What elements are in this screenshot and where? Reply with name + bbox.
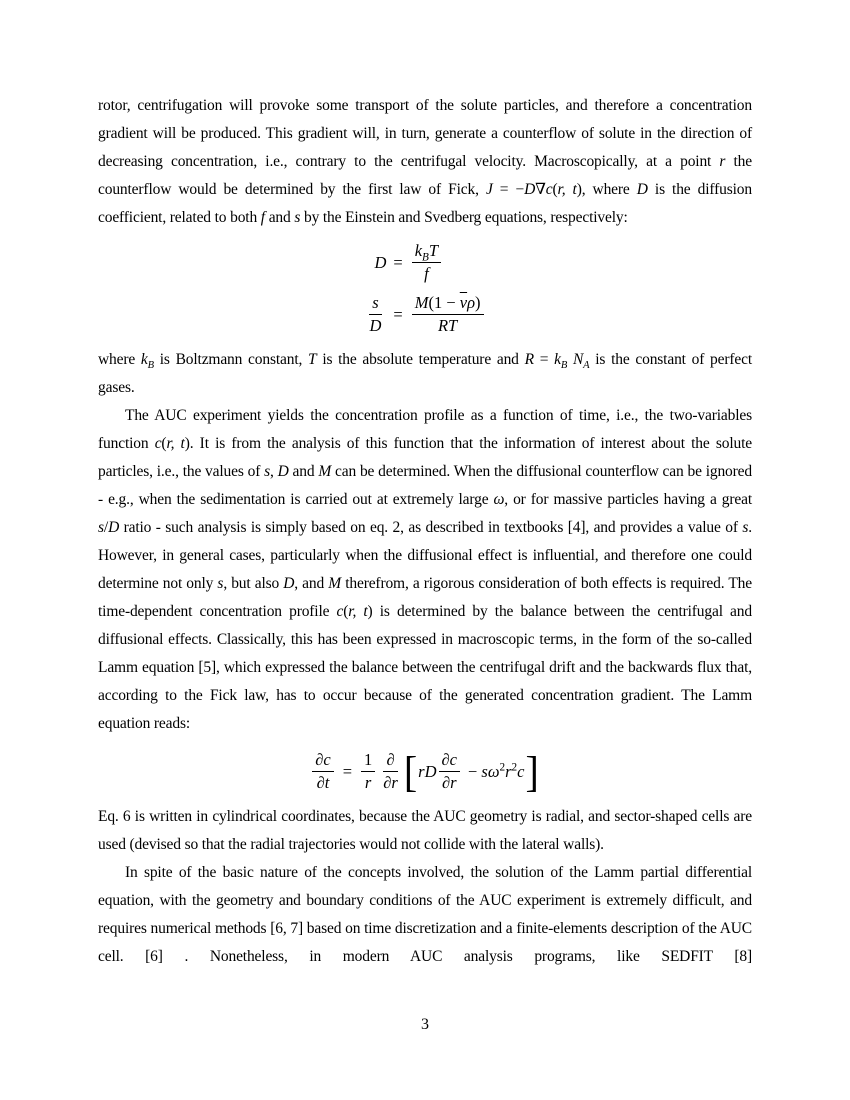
paragraph-cylindrical: Eq. 6 is written in cylindrical coordinates, because the AUC geometry is radial, and sector-shaped cells are used (devised so that the radial trajectories would not collide with the lateral walls). bbox=[98, 808, 752, 853]
fraction-numerator: ∂c bbox=[312, 750, 333, 772]
fraction-denominator: D bbox=[369, 316, 382, 335]
fraction-numerator: $k_BT$ bbox=[412, 241, 441, 263]
fraction-denominator: f bbox=[424, 264, 429, 283]
right-bracket: ] bbox=[525, 746, 539, 796]
fraction bbox=[412, 293, 484, 336]
svedberg-equation-rhs bbox=[410, 293, 486, 336]
paragraph-fick-law: rotor, centrifugation will provoke some transport of the solute particles, and therefore a concentration gradient will be produced. This gradient will, in turn, generate a counterflow of solute in the direction of decreasing concentration, i.e., contrary to the centrifugal velocity. Macroscopically, at a point r the counterflow would be determined by the first law of Fick, J = −D∇c(r, t), where D is the diffusion coefficient, related to both f and s by the Einstein and Svedberg equations, respectively: bbox=[98, 97, 752, 226]
fraction-denominator: ∂t bbox=[316, 773, 330, 792]
paragraph-numerical-methods: In spite of the basic nature of the concepts involved, the solution of the Lamm partial differential equation, with the geometry and boundary conditions of the AUC experiment is extremely difficult, and requires numerical methods [6, 7] based on time discretization and a finite-elements description of the AUC cell. [6] . Nonetheless, in modern AUC analysis programs, like SEDFIT [8] bbox=[98, 864, 752, 965]
fraction-denominator: RT bbox=[437, 316, 458, 335]
fraction-numerator: $M(1 - \overline{v}\rho)$ bbox=[412, 293, 484, 315]
lamm-term-centrifugal: − $s\omega^2r^2c$ bbox=[467, 761, 525, 781]
einstein-equation-rhs bbox=[410, 241, 443, 284]
svedberg-equation-equals: = bbox=[393, 304, 403, 324]
paragraph-constants: where $k_B$ is Boltzmann constant, T is the absolute temperature and $R = k_B$ $N_A$ is the constant of perfect gases. bbox=[98, 351, 753, 396]
fraction-numerator: ∂c bbox=[439, 750, 460, 772]
left-bracket: [ bbox=[403, 746, 418, 796]
fraction-numerator: s bbox=[369, 293, 381, 315]
page-content bbox=[98, 92, 752, 971]
fraction bbox=[412, 241, 441, 284]
fraction-denominator: ∂r bbox=[383, 773, 398, 792]
lamm-equation-equals: = bbox=[342, 761, 352, 781]
page-number: 3 bbox=[421, 1016, 429, 1033]
fraction-numerator: 1 bbox=[361, 750, 375, 772]
svedberg-equation-lhs bbox=[364, 293, 386, 336]
fraction-denominator: r bbox=[364, 773, 372, 792]
lamm-term-rd: rD bbox=[418, 761, 437, 781]
fraction bbox=[312, 750, 333, 793]
fraction bbox=[380, 750, 401, 793]
equation-lamm bbox=[98, 746, 752, 796]
einstein-equation-lhs: D bbox=[374, 252, 387, 272]
fraction-denominator: ∂r bbox=[441, 773, 457, 792]
paragraph-auc-experiment: The AUC experiment yields the concentration profile as a function of time, i.e., the two-variables function c(r, t). It is from the analysis of this function that the information of interest about the solute particles, i.e., the values of s, D and M can be determined. When the diffusional counterflow can be ignored - e.g., when the sedimentation is carried out at extremely large ω, or for massive particles having a great s/D ratio - such analysis is simply based on eq. 2, as described in textbooks [4], and provides a value of s. However, in general cases, particularly when the diffusional effect is influential, and therefore one could determine not only s, but also D, and M therefrom, a rigorous consideration of both effects is required. The time-dependent concentration profile c(r, t) is determined by the balance between the centrifugal and diffusional effects. Classically, this has been expressed in macroscopic terms, in the form of the so-called Lamm equation [5], which expressed the balance between the centrifugal drift and the backwards flux that, according to the Fick law, has to occur because of the generated concentration gradient. The Lamm equation reads: bbox=[98, 407, 752, 732]
fraction-numerator: ∂ bbox=[383, 750, 397, 772]
einstein-equation-equals: = bbox=[393, 252, 403, 272]
equation-group-einstein-svedberg bbox=[98, 241, 752, 336]
fraction bbox=[439, 750, 460, 793]
fraction bbox=[361, 750, 375, 793]
fraction bbox=[366, 293, 384, 336]
